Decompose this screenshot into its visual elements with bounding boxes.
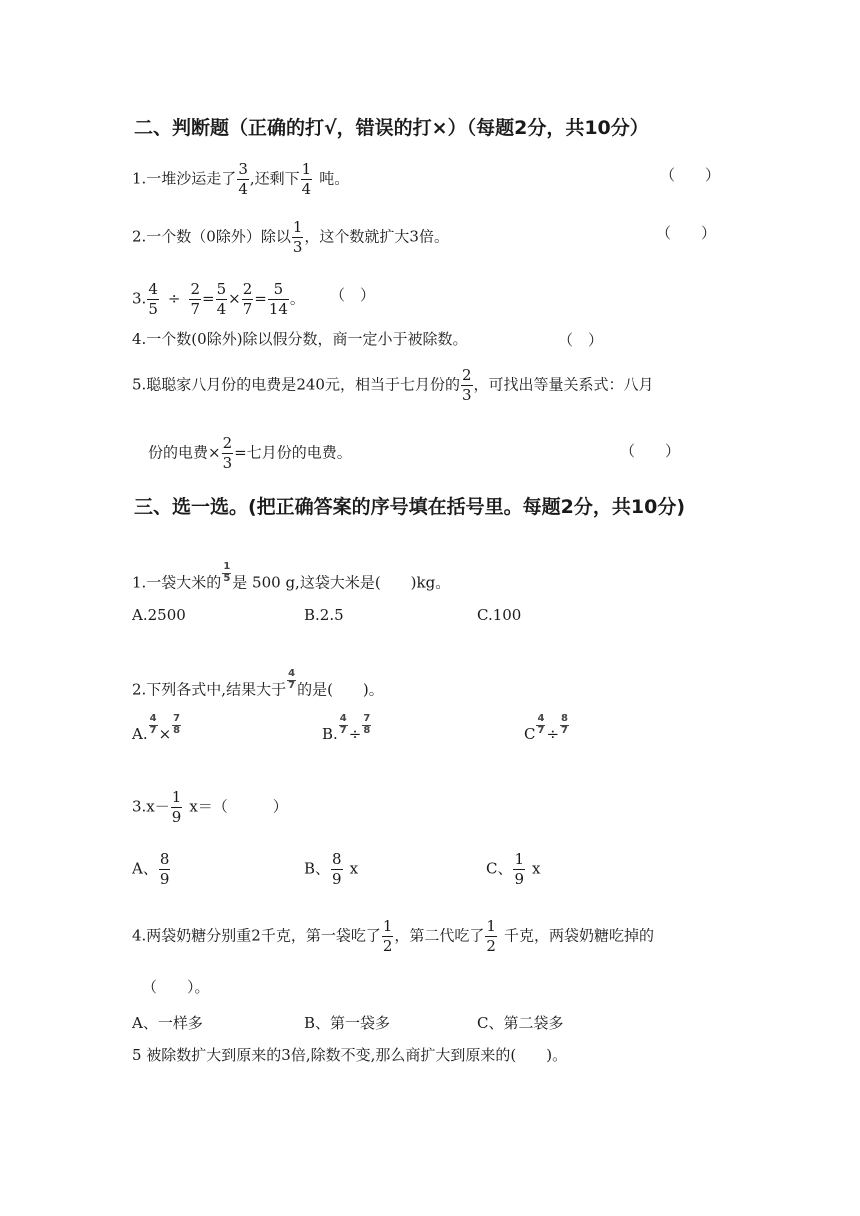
answer-paren[interactable]: （ ）	[558, 331, 604, 349]
choice-option-a[interactable]: A. $\frac{4}{7}$ × $\frac{7}{8}$	[132, 713, 181, 743]
judge-question-3: 3. $\frac{4}{5}$ ÷ $\frac{2}{7}$ = $\frac{5}{4}$ × $\frac{2}{7}$ = $\frac{5}{14}$ 。	[132, 280, 305, 318]
choice-question-1: 1.一袋大米的 $\frac{1}{5}$ 是 500 g,这袋大米是( )kg。	[132, 561, 451, 592]
fraction: $\frac{1}{3}$	[292, 218, 303, 256]
fraction: $\frac{3}{4}$	[238, 160, 248, 198]
choice-question-4: 4.两袋奶糖分别重2千克，第一袋吃了 $\frac{1}{2}$ ，第二代吃了 $\frac{1}{2}$ 千克，两袋奶糖吃掉的	[132, 917, 654, 955]
answer-paren[interactable]: （ ）	[660, 166, 721, 184]
choice-option-b[interactable]: B、第一袋多	[304, 1014, 391, 1032]
choice-option-a[interactable]: A.2500	[132, 606, 186, 624]
answer-paren[interactable]: （ ）	[330, 286, 376, 304]
choice-option-c[interactable]: C $\frac{4}{7}$ ÷ $\frac{8}{7}$	[524, 713, 568, 743]
choice-option-c[interactable]: C、第二袋多	[477, 1014, 564, 1032]
judge-question-4: 4.一个数(0除外)除以假分数，商一定小于被除数。	[132, 330, 468, 348]
judge-question-1: 1.一堆沙运走了 $\frac{3}{4}$ ,还剩下 $\frac{1}{4}$ 吨。	[132, 160, 350, 198]
choice-question-2: 2.下列各式中,结果大于 $\frac{4}{7}$ 的是( )。	[132, 668, 384, 699]
choice-option-a[interactable]: A、 $\frac{8}{9}$	[132, 850, 170, 888]
choice-option-b[interactable]: B、 $\frac{8}{9}$ x	[304, 850, 359, 888]
choice-option-b[interactable]: B.2.5	[304, 606, 344, 624]
judge-question-5-line2: 份的电费× $\frac{2}{3}$ =七月份的电费。	[148, 434, 352, 472]
fraction: $\frac{1}{4}$	[301, 160, 312, 198]
judge-question-2: 2.一个数（0除外）除以 $\frac{1}{3}$ ，这个数就扩大3倍。	[132, 218, 449, 256]
answer-paren[interactable]: （ ）	[656, 224, 717, 242]
choice-option-c[interactable]: C、 $\frac{1}{9}$ x	[486, 850, 541, 888]
choice-option-a[interactable]: A、一样多	[132, 1014, 203, 1032]
answer-paren[interactable]: （ ）。	[142, 978, 210, 996]
choice-question-5: 5 被除数扩大到原来的3倍,除数不变,那么商扩大到原来的( )。	[132, 1046, 568, 1064]
judge-question-5-line1: 5.聪聪家八月份的电费是240元，相当于七月份的 $\frac{2}{3}$ ，可找出等量关系式：八月	[132, 366, 654, 404]
section-3-title: 三、选一选。(把正确答案的序号填在括号里。每题2分，共10分)	[134, 496, 686, 518]
section-2-title: 二、判断题（正确的打√，错误的打×）（每题2分，共10分）	[134, 117, 649, 139]
choice-option-b[interactable]: B. $\frac{4}{7}$ ÷ $\frac{7}{8}$	[322, 713, 371, 743]
choice-option-c[interactable]: C.100	[477, 606, 522, 624]
answer-paren[interactable]: （ ）	[620, 442, 681, 460]
choice-question-3: 3.x－ $\frac{1}{9}$ x＝（ ）	[132, 788, 288, 826]
